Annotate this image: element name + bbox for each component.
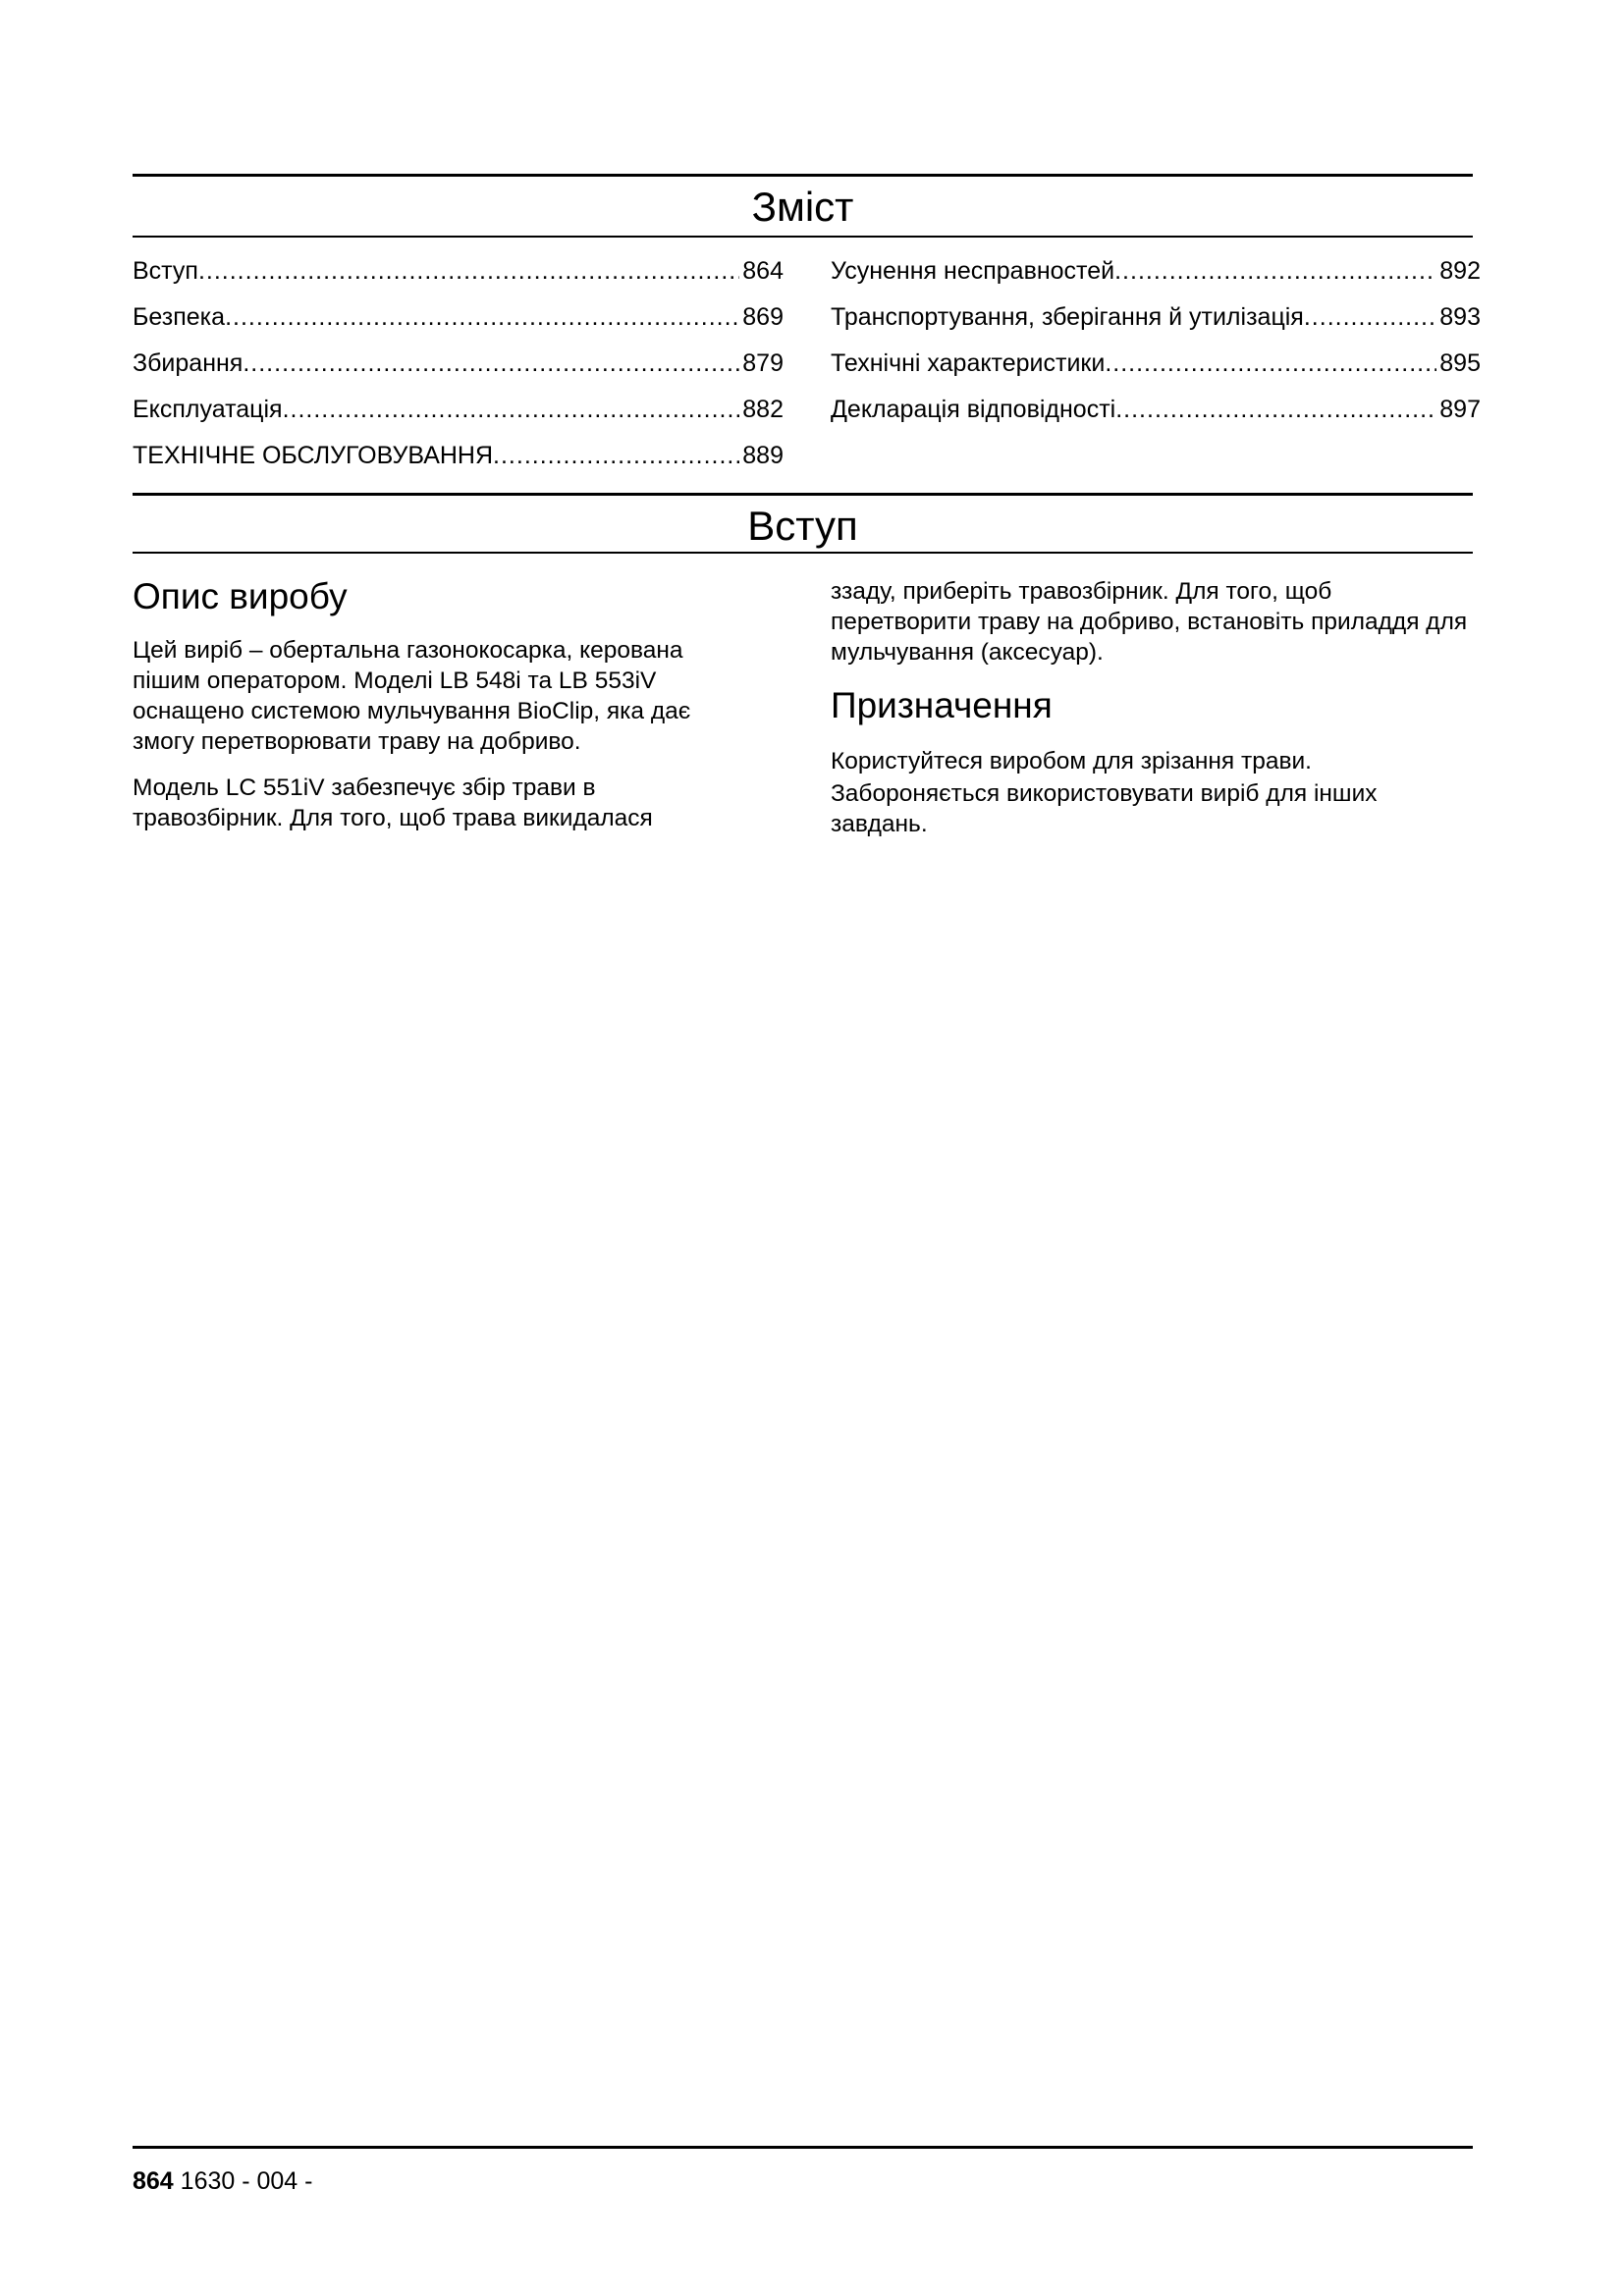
toc-leader-dots [493,433,739,479]
body-right-column [831,576,1479,855]
toc-entry-page: 879 [742,349,784,377]
toc-entry[interactable] [831,341,1481,387]
toc-entry-label: Безпека [133,303,226,331]
toc-entry-page: 893 [1439,303,1481,331]
body-paragraph: Цей виріб – обертальна газонокосарка, керована пішим оператором. Моделі LB 548i та LB 553iV оснащено системою мульчування BioClip, яка дає змогу перетворювати траву на добриво. [133,637,691,755]
toc-leader-dots [1105,341,1436,387]
toc-entry-page: 895 [1439,349,1481,377]
body-paragraph: Модель LC 551iV забезпечує збір трави в травозбірник. Для того, щоб трава викидалася [133,774,653,831]
page-footer [133,2167,313,2196]
toc-leader-dots [1114,248,1436,294]
body-paragraph: Користуйтеся виробом для зрізання трави. [831,748,1312,774]
section-top-rule [133,493,1473,496]
toc-entry-page: 889 [742,442,784,469]
toc-leader-dots [225,294,739,341]
toc-bottom-rule [133,236,1473,238]
page-number: 864 [133,2167,174,2195]
toc-entry-label: Декларація відповідності [831,396,1116,423]
toc-leader-dots [1115,387,1436,433]
toc-entry-page: 882 [742,396,784,423]
toc-entry[interactable] [831,248,1481,294]
section-title: Вступ [747,503,858,549]
toc-entry[interactable] [133,248,784,294]
toc-entry-page: 869 [742,303,784,331]
toc-leader-dots [243,341,739,387]
toc-leader-dots [1304,294,1436,341]
document-code: 1630 - 004 - [180,2167,313,2195]
toc-entry-page: 892 [1439,257,1481,285]
body-paragraph: ззаду, приберіть травозбірник. Для того, щоб перетворити траву на добриво, встановіть приладдя для мульчування (аксесуар). [831,578,1468,666]
toc-entry[interactable] [133,433,784,479]
toc-entry-label: Експлуатація [133,396,283,423]
toc-entry[interactable] [831,387,1481,433]
toc-title: Зміст [751,184,854,230]
toc-top-rule [133,174,1473,177]
toc-entry[interactable] [133,294,784,341]
product-description-heading: Опис виробу [133,576,348,616]
toc-right-column [831,248,1481,433]
toc-leader-dots [283,387,740,433]
toc-entry[interactable] [133,387,784,433]
toc-left-column [133,248,784,479]
footer-rule [133,2146,1473,2149]
toc-entry-page: 864 [742,257,784,285]
body-paragraph: Забороняється використовувати виріб для інших завдань. [831,780,1378,837]
toc-entry-label: ТЕХНІЧНЕ ОБСЛУГОВУВАННЯ [133,442,494,469]
toc-entry-label: Збирання [133,349,244,377]
toc-entry[interactable] [133,341,784,387]
body-left-column [133,574,741,849]
toc-entry-label: Вступ [133,257,198,285]
toc-leader-dots [198,248,739,294]
toc-entry-label: Усунення несправностей [831,257,1115,285]
section-bottom-rule [133,552,1473,554]
toc-entry-page: 897 [1439,396,1481,423]
toc-entry-label: Технічні характеристики [831,349,1106,377]
toc-entry-label: Транспортування, зберігання й утилізація [831,303,1304,331]
toc-entry[interactable] [831,294,1481,341]
intended-use-heading: Призначення [831,685,1053,725]
